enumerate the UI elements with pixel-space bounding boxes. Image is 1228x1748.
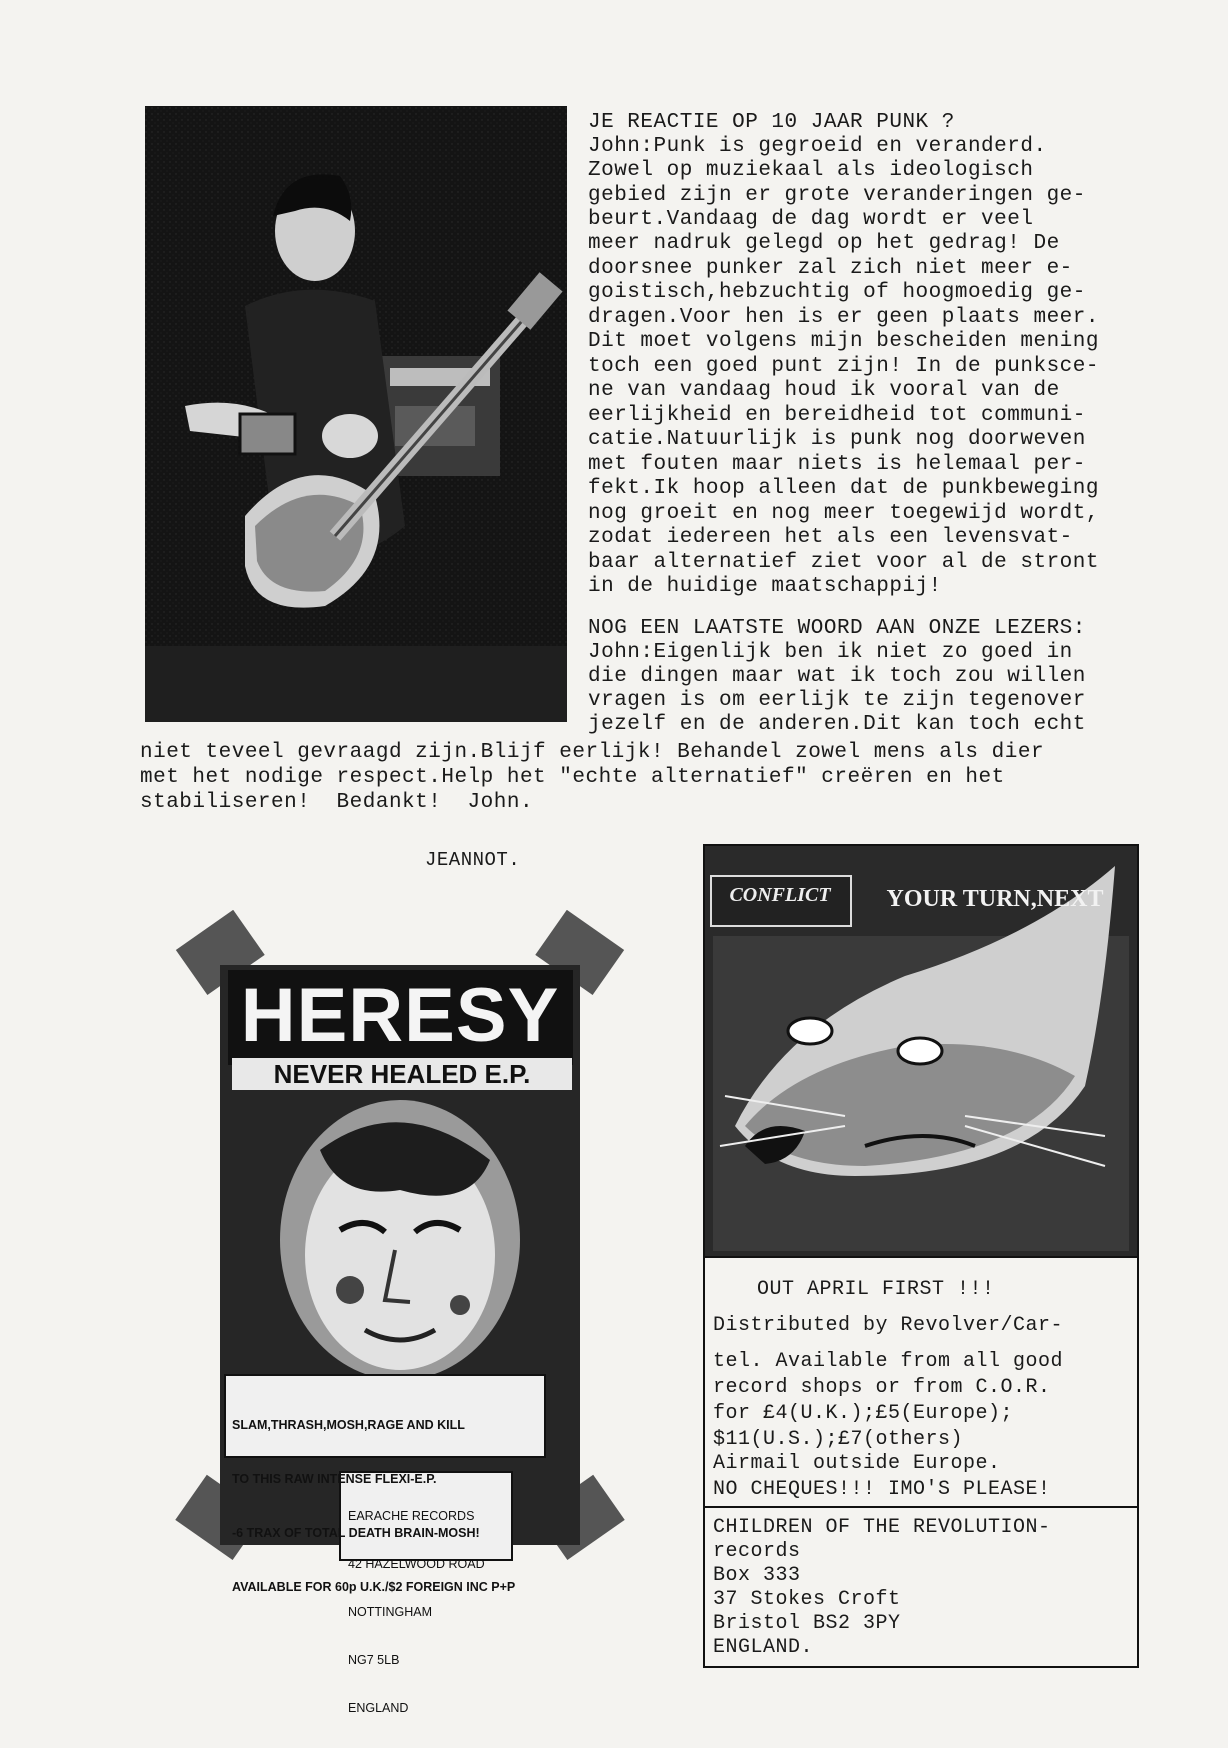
interview-line: vragen is om eerlijk te zijn tegenover: [588, 689, 1086, 712]
interview-line: goistisch,hebzuchtig of hoogmoedig ge-: [588, 281, 1086, 304]
interview-line: toch een goed punt zijn! In de punksce-: [588, 355, 1099, 378]
interview-line: catie.Natuurlijk is punk nog doorweven: [588, 428, 1086, 451]
interview-line: die dingen maar wat ik toch zou willen: [588, 665, 1086, 688]
interview-line: JE REACTIE OP 10 JAAR PUNK ?: [588, 111, 955, 134]
interview-column: [588, 110, 1208, 750]
heresy-blurb-line: -6 TRAX OF TOTAL DEATH BRAIN-MOSH!: [232, 1526, 480, 1540]
address-line: Bristol BS2 3PY: [713, 1612, 901, 1635]
address-line: records: [713, 1540, 801, 1563]
interview-line: eerlijkheid en bereidheid tot communi-: [588, 404, 1086, 427]
interview-line: ne van vandaag houd ik vooral van de: [588, 379, 1060, 402]
interview-line: stabiliseren! Bedankt! John.: [140, 791, 534, 814]
heresy-address-line: ENGLAND: [348, 1701, 409, 1715]
interview-line: fekt.Ik hoop alleen dat de punkbeweging: [588, 477, 1099, 500]
interview-line: zodat iedereen het als een levensvat-: [588, 526, 1073, 549]
author-signature: JEANNOT.: [425, 849, 521, 871]
interview-line: in de huidige maatschappij!: [588, 575, 942, 598]
dist-line: record shops or from C.O.R.: [713, 1376, 1051, 1399]
heresy-subtitle: NEVER HEALED E.P.: [273, 1059, 531, 1089]
address-line: Box 333: [713, 1564, 801, 1587]
interview-line: Dit moet volgens mijn bescheiden mening: [588, 330, 1099, 353]
interview-line: John:Eigenlijk ben ik niet zo goed in: [588, 641, 1073, 664]
address-line: ENGLAND.: [713, 1636, 814, 1659]
dist-line: NO CHEQUES!!! IMO'S PLEASE!: [713, 1478, 1051, 1501]
interview-line: dragen.Voor hen is er geen plaats meer.: [588, 306, 1099, 329]
interview-line: doorsnee punker zal zich niet meer e-: [588, 257, 1073, 280]
interview-line: beurt.Vandaag de dag wordt er veel: [588, 208, 1034, 231]
heresy-blurb-line: AVAILABLE FOR 60p U.K./$2 FOREIGN INC P+P: [232, 1580, 516, 1594]
heresy-blurb-line: SLAM,THRASH,MOSH,RAGE AND KILL: [232, 1418, 465, 1432]
interview-line: gebied zijn er grote veranderingen ge-: [588, 184, 1086, 207]
heresy-address-line: NG7 5LB: [348, 1653, 400, 1667]
dist-line: Distributed by Revolver/Car-: [713, 1314, 1064, 1337]
interview-line: niet teveel gevraagd zijn.Blijf eerlijk! Behandel zowel mens als dier: [140, 741, 1045, 764]
heresy-address-line: EARACHE RECORDS: [348, 1509, 475, 1523]
dist-line: tel. Available from all good: [713, 1350, 1064, 1373]
dist-line: for £4(U.K.);£5(Europe);: [713, 1402, 1014, 1425]
interview-line: John:Punk is gegroeid en veranderd.: [588, 135, 1047, 158]
dist-line: $11(U.S.);£7(others): [713, 1428, 964, 1451]
heresy-title: HERESY: [240, 973, 560, 1058]
address-line: CHILDREN OF THE REVOLUTION-: [713, 1516, 1051, 1539]
band-logo: CONFLICT: [729, 884, 831, 906]
interview-line: meer nadruk gelegd op het gedrag! De: [588, 232, 1060, 255]
interview-line: nog groeit en nog meer toegewijd wordt,: [588, 502, 1099, 525]
heresy-blurb-line: TO THIS RAW INTENSE FLEXI-E.P.: [232, 1472, 437, 1486]
address-line: 37 Stokes Croft: [713, 1588, 901, 1611]
interview-line: met het nodige respect.Help het "echte alternatief" creëren en het: [140, 766, 1005, 789]
conflict-ad: [703, 844, 1139, 1668]
heresy-address-line: 42 HAZELWOOD ROAD: [348, 1557, 485, 1571]
interview-line: Zowel op muziekaal als ideologisch: [588, 159, 1034, 182]
interview-line: met fouten maar niets is helemaal per-: [588, 453, 1086, 476]
interview-line: baar alternatief ziet voor al de stront: [588, 551, 1099, 574]
release-date: OUT APRIL FIRST !!!: [757, 1278, 995, 1301]
section-heading: NOG EEN LAATSTE WOORD AAN ONZE LEZERS:: [588, 617, 1086, 640]
guitarist-photo: [145, 106, 567, 722]
fox-ad-title: YOUR TURN,NEXT: [886, 886, 1104, 912]
heresy-ad: [170, 910, 630, 1715]
dist-line: Airmail outside Europe.: [713, 1452, 1001, 1475]
heresy-address-line: NOTTINGHAM: [348, 1605, 433, 1619]
interview-line: jezelf en de anderen.Dit kan toch echt: [588, 713, 1086, 736]
